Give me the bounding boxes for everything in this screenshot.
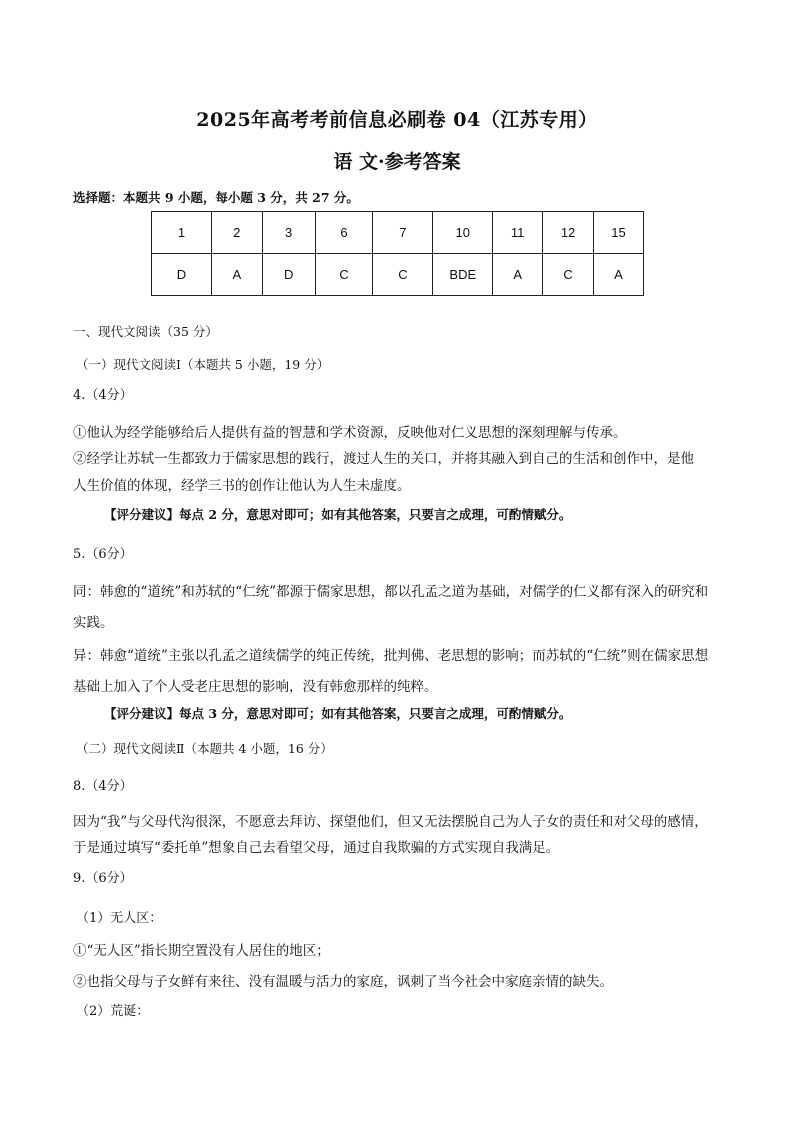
question-number-cell: 3	[262, 212, 315, 254]
q9-subheading: （2）荒诞：	[76, 1004, 150, 1019]
question-number-cell: 15	[594, 212, 644, 254]
question-number-cell: 12	[543, 212, 594, 254]
q4-answer-line: 人生价值的体现，经学三书的创作让他认为人生未虚度。	[73, 478, 411, 494]
section-heading: 一、现代文阅读（35 分）	[73, 324, 218, 339]
q9-subheading: （1）无人区：	[76, 911, 163, 926]
q8-answer-line: 于是通过填写“委托单”想象自己去看望父母，通过自我欺骗的方式实现自我满足。	[73, 840, 560, 856]
question-5-label: 5.（6分）	[73, 547, 133, 562]
question-number-cell: 6	[315, 212, 373, 254]
question-number-cell: 2	[211, 212, 262, 254]
answer-table	[151, 211, 644, 296]
q9-answer-line: ②也指父母与子女鲜有来往、没有温暖与活力的家庭，讽刺了当今社会中家庭亲情的缺失。	[73, 974, 613, 990]
part1-heading: （一）现代文阅读Ⅰ（本题共 5 小题，19 分）	[76, 357, 330, 372]
q4-answer-line: ①他认为经学能够给后人提供有益的智慧和学术资源，反映他对仁义思想的深刻理解与传承。	[73, 425, 627, 441]
answer-cell: D	[152, 254, 212, 296]
answer-row	[152, 254, 644, 296]
q8-answer-line: 因为“我”与父母代沟很深，不愿意去拜访、探望他们，但又无法摆脱自己为人子女的责任和对父母的感情，	[73, 814, 708, 830]
choice-intro: 选择题：本题共 9 小题，每小题 3 分，共 27 分。	[73, 190, 359, 205]
question-number-row	[152, 212, 644, 254]
q5-answer-line: 异：韩愈“道统”主张以孔孟之道续儒学的纯正传统，批判佛、老思想的影响；而苏轼的“仁统”则在儒家思想	[73, 648, 709, 664]
page-subtitle: 语 文·参考答案	[333, 151, 461, 173]
q5-scoring-tip: 【评分建议】每点 3 分，意思对即可；如有其他答案，只要言之成理，可酌情赋分。	[104, 706, 572, 721]
answer-cell: D	[262, 254, 315, 296]
question-9-label: 9.（6分）	[73, 871, 133, 886]
q4-scoring-tip: 【评分建议】每点 2 分，意思对即可；如有其他答案，只要言之成理，可酌情赋分。	[104, 507, 572, 522]
answer-cell: A	[493, 254, 543, 296]
q4-answer-line: ②经学让苏轼一生都致力于儒家思想的践行，渡过人生的关口，并将其融入到自己的生活和创作中，是他	[73, 451, 694, 467]
question-number-cell: 7	[373, 212, 433, 254]
q9-answer-line: ①“无人区”指长期空置没有人居住的地区；	[73, 943, 330, 959]
answer-cell: C	[373, 254, 433, 296]
page-title: 2025年高考考前信息必刷卷 04（江苏专用）	[196, 109, 598, 131]
question-number-cell: 1	[152, 212, 212, 254]
answer-cell: A	[211, 254, 262, 296]
question-number-cell: 10	[433, 212, 493, 254]
question-8-label: 8.（4分）	[73, 779, 133, 794]
question-number-cell: 11	[493, 212, 543, 254]
answer-cell: BDE	[433, 254, 493, 296]
question-4-label: 4.（4分）	[73, 388, 133, 403]
q5-answer-line: 同：韩愈的“道统”和苏轼的“仁统”都源于儒家思想，都以孔孟之道为基础，对儒学的仁义都有深入的研究和	[73, 584, 709, 600]
answer-cell: A	[594, 254, 644, 296]
q5-answer-line: 基础上加入了个人受老庄思想的影响，没有韩愈那样的纯粹。	[73, 679, 438, 695]
answer-cell: C	[315, 254, 373, 296]
q5-answer-line: 实践。	[73, 615, 114, 631]
answer-cell: C	[543, 254, 594, 296]
part2-heading: （二）现代文阅读Ⅱ（本题共 4 小题，16 分）	[76, 741, 333, 756]
